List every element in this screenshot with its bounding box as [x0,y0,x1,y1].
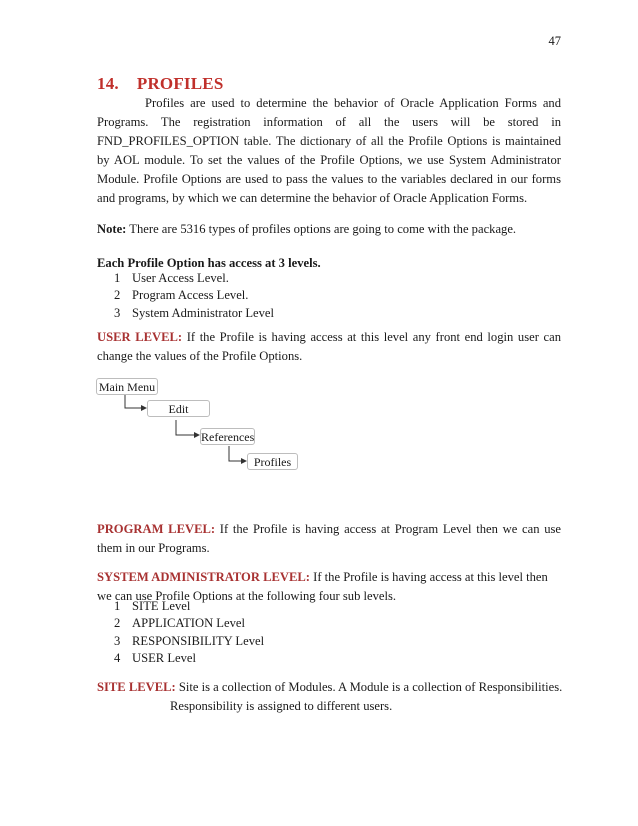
menu-box-references: References [201,430,255,444]
site-level-label: SITE LEVEL: [97,680,176,694]
list-item: 3 RESPONSIBILITY Level [114,633,265,648]
user-level-text: If the Profile is having access at this level any front end login user can change the values of the Profile Options. [97,330,561,363]
user-level-label: USER LEVEL: [97,330,183,344]
list-item: 3 System Administrator Level [114,305,275,320]
menu-box-profiles: Profiles [247,453,298,470]
site-level-text: Site is a collection of Modules. A Module is a collection of Responsibilities. Responsibility is assigned to different users. [170,680,563,713]
list-item: 1 User Access Level. [114,271,229,285]
program-level-text: If the Profile is having access at Program Level then we can use them in our Programs. [97,522,561,555]
section-number: 14. [97,74,119,93]
list-item: 2 Program Access Level. [114,288,249,303]
sub-levels-list [114,598,264,667]
intro-paragraph: Profiles are used to determine the behavior of Oracle Application Forms and Programs. The registration information of all the users will be stored in FND_PROFILES_OPTION table. The dictionary of all the Profile Options is maintained by AOL module. To set the values of the Profile Options, we use System Administrator Module. Profile Options are used to pass the values to the variables declared in our forms and programs, by which we can determine the behavior of Oracle Application Forms. [97,96,561,205]
note-text: There are 5316 types of profiles options are going to come with the package. [126,222,517,236]
list-item: 4 USER Level [114,650,197,665]
sysadmin-level-text: If the Profile is having access at this level then we can use Profile Options at the following four sub levels. [97,570,548,603]
section-title: PROFILES [136,74,224,93]
page-number: 47 [548,34,561,48]
program-level-label: PROGRAM LEVEL: [97,522,216,536]
note-label: Note: [97,222,127,236]
levels-heading: Each Profile Option has access at 3 levels. [97,256,321,270]
program-level-paragraph [97,520,561,558]
list-item: 2 APPLICATION Level [114,616,245,631]
menu-box-main-menu: Main Menu [96,378,158,395]
site-level-paragraph [97,678,634,716]
sysadmin-level-label: SYSTEM ADMINISTRATOR LEVEL: [97,570,310,584]
menu-box-edit: Edit [147,400,210,417]
list-item: 1 SITE Level [114,599,191,613]
